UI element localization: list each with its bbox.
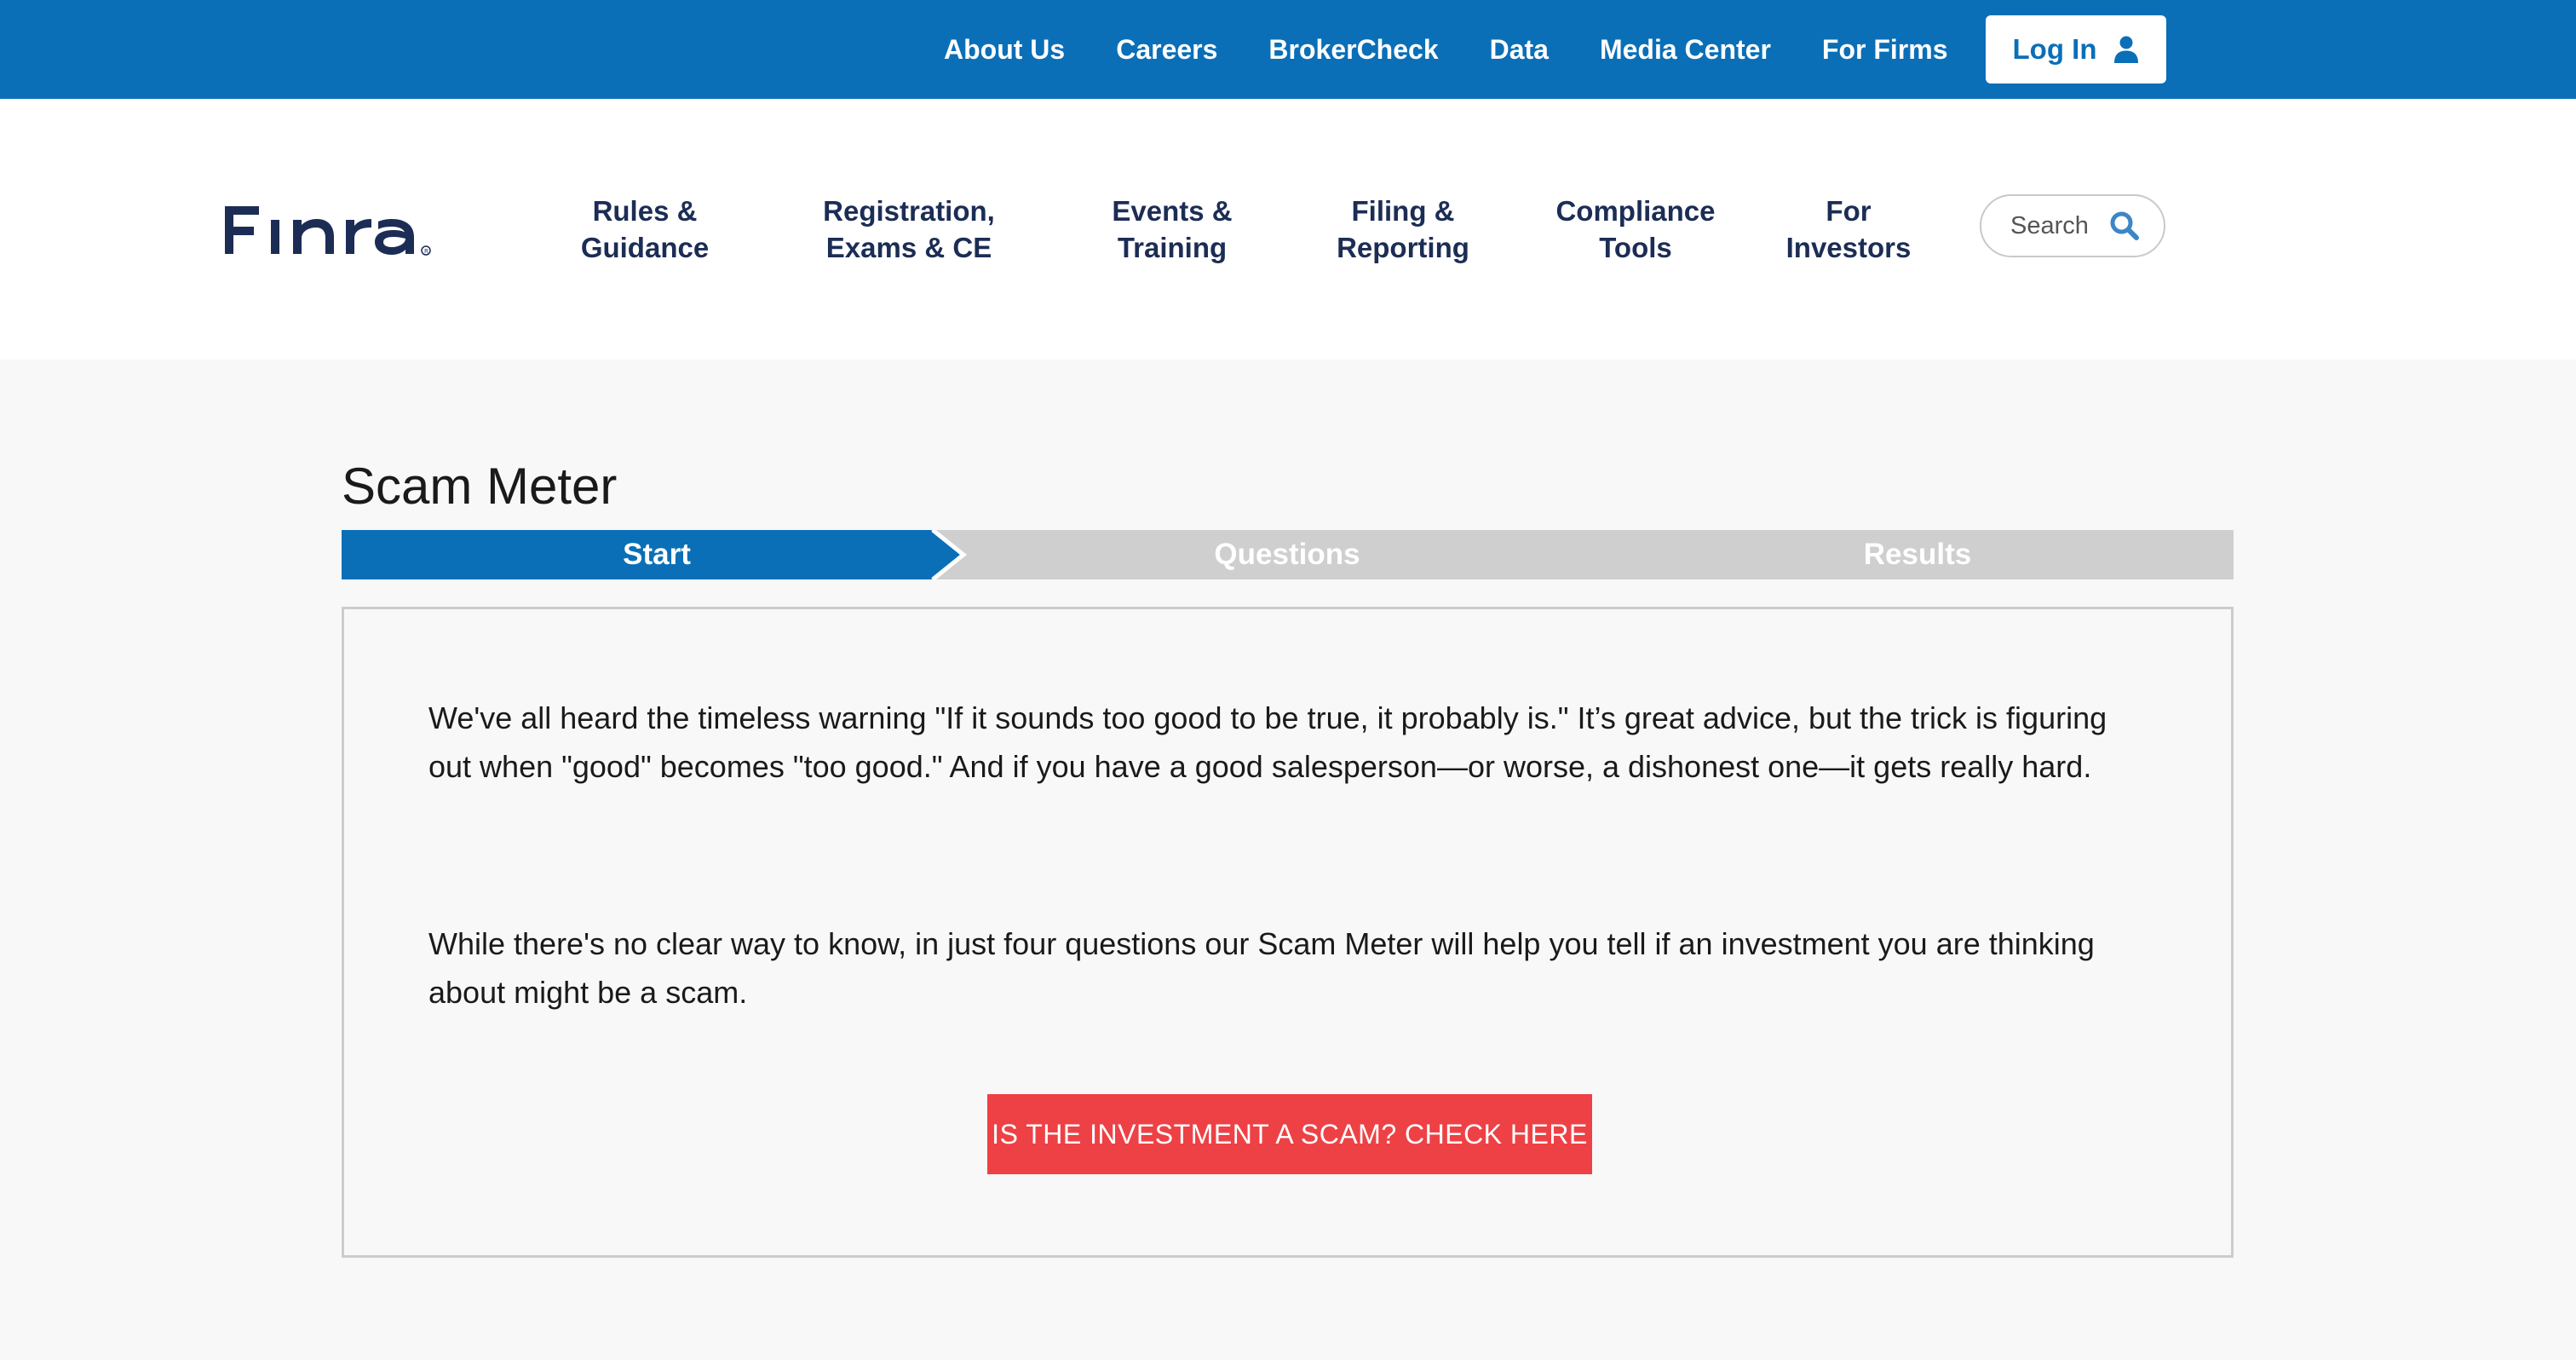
utility-link-brokercheck[interactable]: BrokerCheck: [1268, 33, 1439, 65]
utility-link-for-firms[interactable]: For Firms: [1821, 33, 1948, 65]
step-results: Results: [1863, 538, 1972, 571]
nav-rules-guidance[interactable]: [566, 193, 723, 266]
intro-paragraph-1: We've all heard the timeless warning "If it sounds too good to be true, it probably is." It’s great advice, but the trick is figuring out when "good" becomes "too good." And if you have a good salesperson—or worse, a dishonest one—it gets really hard.: [428, 700, 2107, 784]
nav-label-line1: Filing &: [1351, 195, 1455, 227]
intro-paragraph-2: While there's no clear way to know, in just four questions our Scam Meter will help you tell if an investment you are thinking about might be a scam.: [428, 926, 2095, 1010]
nav-label-line1: Compliance: [1555, 195, 1716, 227]
finra-logo[interactable]: [223, 201, 433, 259]
scam-check-button[interactable]: IS THE INVESTMENT A SCAM? CHECK HERE: [987, 1094, 1592, 1174]
nav-for-investors[interactable]: [1779, 193, 1918, 266]
svg-text:R: R: [424, 248, 428, 255]
search-input[interactable]: [1980, 194, 2165, 257]
page-title: Scam Meter: [342, 458, 618, 515]
step-questions: Questions: [1214, 538, 1360, 571]
nav-label-line2: Investors: [1785, 232, 1912, 263]
main-header: [0, 99, 2576, 360]
utility-link-about-us[interactable]: About Us: [944, 33, 1066, 65]
nav-filing-reporting[interactable]: [1329, 193, 1477, 266]
nav-label-line2: Guidance: [580, 232, 710, 263]
progress-stepper: [342, 530, 2234, 579]
utility-link-careers[interactable]: Careers: [1116, 33, 1218, 65]
login-button[interactable]: [1986, 15, 2166, 84]
utility-link-media-center[interactable]: Media Center: [1599, 33, 1771, 65]
search-placeholder: Search: [2010, 211, 2089, 239]
utility-link-data[interactable]: Data: [1489, 33, 1549, 65]
intro-panel: [342, 607, 2234, 1258]
nav-label-line1: For: [1826, 195, 1872, 227]
user-icon: [2113, 36, 2139, 63]
utility-bar: [0, 0, 2576, 99]
nav-label-line1: Events &: [1112, 195, 1233, 227]
search-icon[interactable]: [2109, 210, 2140, 241]
utility-nav: [944, 0, 1998, 99]
login-label: Log In: [2012, 33, 2097, 65]
nav-label-line2: Exams & CE: [825, 232, 992, 263]
nav-label-line1: Rules &: [592, 195, 698, 227]
nav-events-training[interactable]: [1097, 193, 1247, 266]
nav-compliance-tools[interactable]: [1552, 193, 1719, 266]
nav-label-line2: Tools: [1599, 232, 1672, 263]
nav-label-line2: Training: [1117, 232, 1228, 263]
step-start: Start: [623, 538, 691, 571]
nav-registration-exams-ce[interactable]: [807, 193, 1011, 266]
nav-label-line1: Registration,: [823, 195, 995, 227]
nav-label-line2: Reporting: [1337, 232, 1469, 263]
